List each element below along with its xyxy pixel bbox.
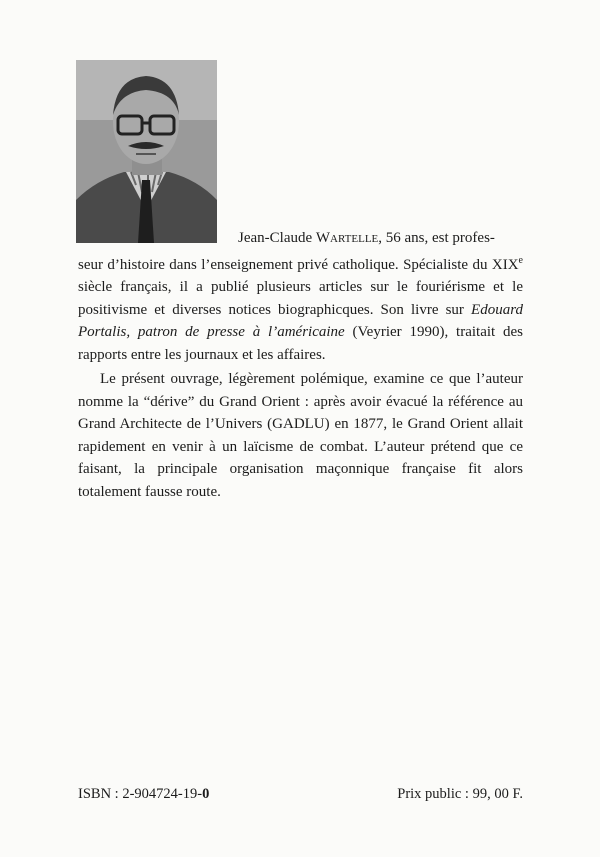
author-first-name: Jean-Claude (238, 230, 313, 246)
century-superscript: e (518, 254, 523, 266)
isbn-check-digit: 0 (202, 786, 210, 802)
isbn (78, 786, 209, 803)
book-title: Edouard Portalis, patron de presse à l’américaine (78, 301, 523, 340)
author-bio (78, 227, 523, 366)
bio-first-line (78, 227, 523, 250)
isbn-text: ISBN : 2-904724-19- (78, 786, 203, 802)
book-description: Le présent ouvrage, légèrement polémique, examine ce que l’auteur nomme la “dérive” du Grand Orient : après avoir évacué la référence au Grand Architecte de l’Univers (GADLU) en 1877, le Grand Orient allait rapidement en venir à un laïcisme de combat. L’auteur prétend que ce faisant, la principale organisation maçonnique française fit alors totalement fausse route. (78, 371, 523, 500)
bio-text-b: siècle français, il a publié plusieurs articles sur le fouriérisme et le positivisme et diverses notices biographicques. Son livre sur (78, 279, 523, 318)
bio-text-a: seur d’histoire dans l’enseignement privé catholique. Spécialiste du XIX (78, 256, 519, 273)
price: Prix public : 99, 00 F. (397, 786, 523, 802)
author-photo (76, 60, 217, 243)
bio-line1-rest: , 56 ans, est profes- (378, 230, 495, 246)
author-portrait-image (76, 60, 217, 243)
author-last-name: Wartelle (315, 230, 379, 246)
bio-text-c: (Veyrier 1990), traitait des rapports entre les journaux et les affaires. (78, 324, 524, 363)
